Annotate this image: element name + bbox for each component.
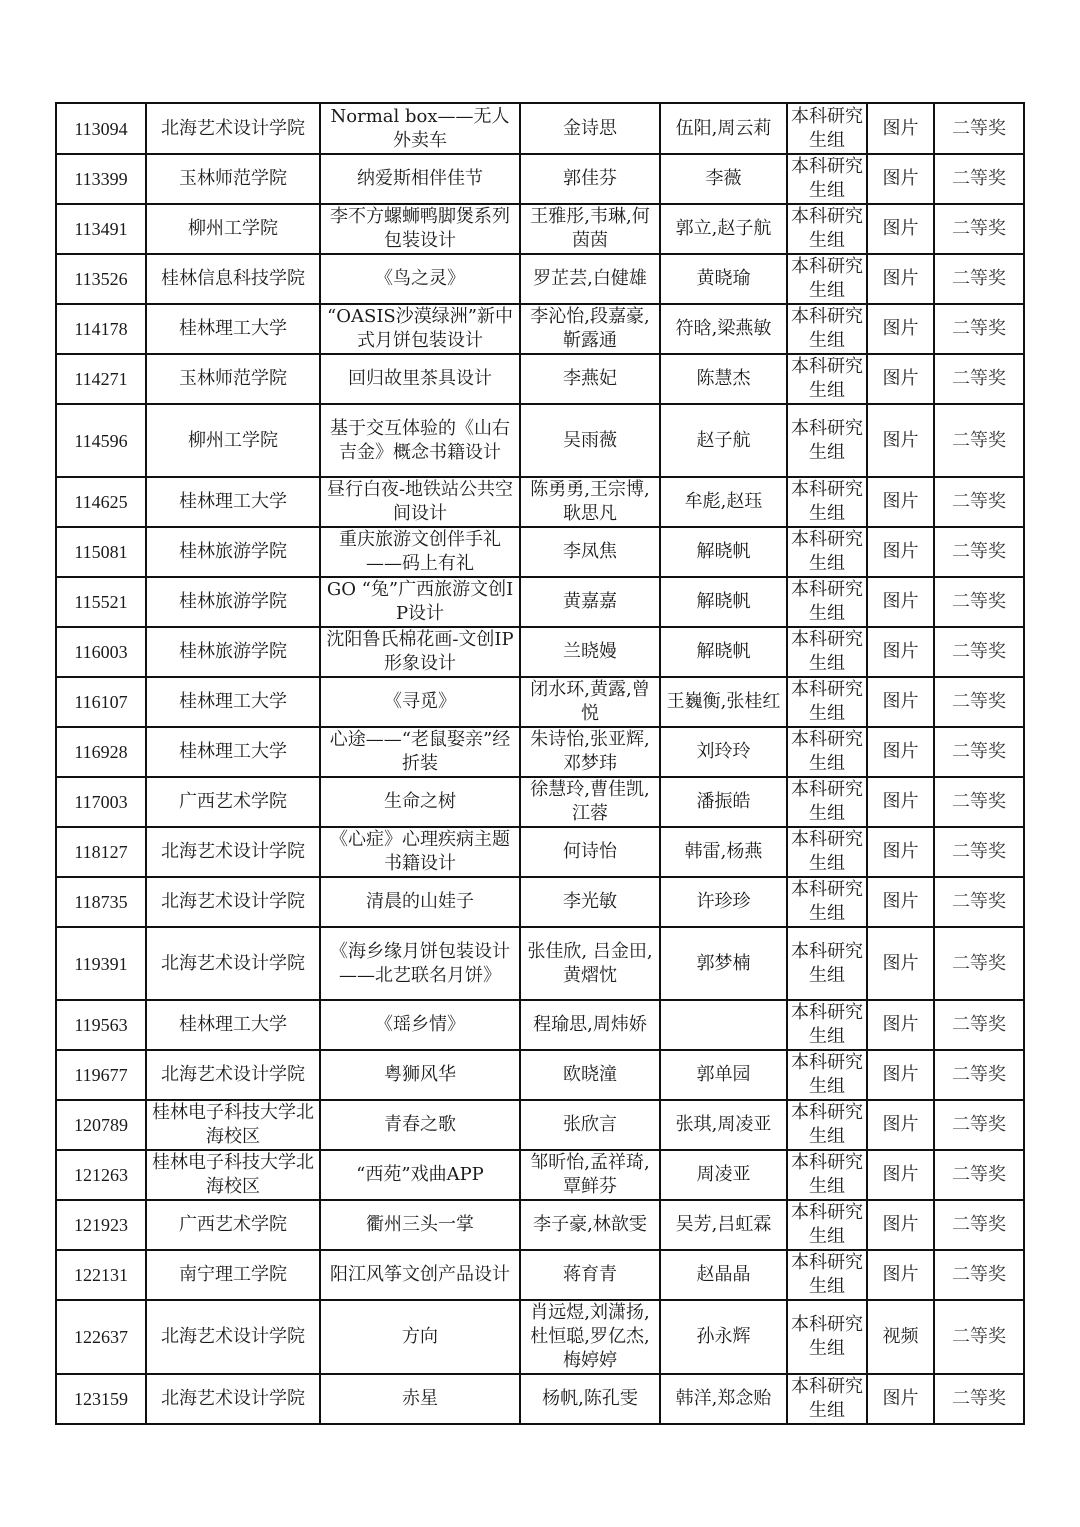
authors-cell: 黄嘉嘉 (520, 577, 660, 627)
award-level-cell: 二等奖 (934, 254, 1024, 304)
award-level-cell: 二等奖 (934, 827, 1024, 877)
table-row (56, 1300, 1024, 1374)
school-name-cell: 桂林理工大学 (146, 677, 320, 727)
entry-id-cell: 116003 (56, 627, 146, 677)
entry-id-cell: 122131 (56, 1250, 146, 1300)
award-level-cell: 二等奖 (934, 1300, 1024, 1374)
authors-cell: 欧晓潼 (520, 1050, 660, 1100)
group-category-cell: 本科研究生组 (787, 1050, 867, 1100)
authors-cell: 邹昕怡,孟祥琦,覃鲜芬 (520, 1150, 660, 1200)
group-category-cell: 本科研究生组 (787, 727, 867, 777)
authors-cell: 李燕妃 (520, 354, 660, 404)
entry-id-cell: 113526 (56, 254, 146, 304)
award-level-cell: 二等奖 (934, 404, 1024, 477)
work-type-cell: 视频 (867, 1300, 934, 1374)
entry-id-cell: 118735 (56, 877, 146, 927)
authors-cell: 肖远煜,刘潇扬,杜恒聪,罗亿杰,梅婷婷 (520, 1300, 660, 1374)
work-title-cell: 青春之歌 (320, 1100, 520, 1150)
award-level-cell: 二等奖 (934, 304, 1024, 354)
group-category-cell: 本科研究生组 (787, 204, 867, 254)
award-level-cell: 二等奖 (934, 577, 1024, 627)
advisors-cell: 刘玲玲 (660, 727, 787, 777)
entry-id-cell: 113491 (56, 204, 146, 254)
table-row (56, 577, 1024, 627)
table-row (56, 354, 1024, 404)
award-level-cell: 二等奖 (934, 727, 1024, 777)
entry-id-cell: 121923 (56, 1200, 146, 1250)
work-type-cell: 图片 (867, 827, 934, 877)
group-category-cell: 本科研究生组 (787, 627, 867, 677)
advisors-cell: 符晗,梁燕敏 (660, 304, 787, 354)
group-category-cell: 本科研究生组 (787, 1250, 867, 1300)
work-title-cell: 阳江风筝文创产品设计 (320, 1250, 520, 1300)
entry-id-cell: 121263 (56, 1150, 146, 1200)
school-name-cell: 桂林理工大学 (146, 727, 320, 777)
table-row (56, 727, 1024, 777)
authors-cell: 何诗怡 (520, 827, 660, 877)
entry-id-cell: 122637 (56, 1300, 146, 1374)
table-row (56, 777, 1024, 827)
school-name-cell: 北海艺术设计学院 (146, 827, 320, 877)
entry-id-cell: 119677 (56, 1050, 146, 1100)
group-category-cell: 本科研究生组 (787, 103, 867, 154)
work-type-cell: 图片 (867, 103, 934, 154)
entry-id-cell: 114596 (56, 404, 146, 477)
authors-cell: 张佳欣, 吕金田,黄熠忱 (520, 927, 660, 1000)
work-type-cell: 图片 (867, 627, 934, 677)
advisors-cell: 王巍衡,张桂红 (660, 677, 787, 727)
group-category-cell: 本科研究生组 (787, 527, 867, 577)
group-category-cell: 本科研究生组 (787, 1000, 867, 1050)
advisors-cell: 许珍珍 (660, 877, 787, 927)
award-level-cell: 二等奖 (934, 927, 1024, 1000)
advisors-cell: 吴芳,吕虹霖 (660, 1200, 787, 1250)
award-level-cell: 二等奖 (934, 777, 1024, 827)
group-category-cell: 本科研究生组 (787, 1100, 867, 1150)
work-type-cell: 图片 (867, 254, 934, 304)
authors-cell: 王雅彤,韦琳,何茵茵 (520, 204, 660, 254)
advisors-cell: 黄晓瑜 (660, 254, 787, 304)
table-row (56, 877, 1024, 927)
table-row (56, 827, 1024, 877)
authors-cell: 李光敏 (520, 877, 660, 927)
entry-id-cell: 115081 (56, 527, 146, 577)
award-level-cell: 二等奖 (934, 204, 1024, 254)
award-level-cell: 二等奖 (934, 477, 1024, 527)
authors-cell: 闭水环,黄露,曾悦 (520, 677, 660, 727)
work-title-cell: 粤狮风华 (320, 1050, 520, 1100)
work-title-cell: 昼行白夜-地铁站公共空间设计 (320, 477, 520, 527)
award-level-cell: 二等奖 (934, 1000, 1024, 1050)
work-title-cell: 衢州三头一掌 (320, 1200, 520, 1250)
table-row (56, 254, 1024, 304)
work-title-cell: Normal box——无人外卖车 (320, 103, 520, 154)
table-row (56, 1200, 1024, 1250)
work-type-cell: 图片 (867, 477, 934, 527)
work-title-cell: 赤星 (320, 1374, 520, 1424)
school-name-cell: 北海艺术设计学院 (146, 103, 320, 154)
table-row (56, 154, 1024, 204)
work-type-cell: 图片 (867, 1200, 934, 1250)
work-title-cell: 《海乡缘月饼包装设计——北艺联名月饼》 (320, 927, 520, 1000)
school-name-cell: 北海艺术设计学院 (146, 927, 320, 1000)
advisors-cell: 牟彪,赵珏 (660, 477, 787, 527)
school-name-cell: 南宁理工学院 (146, 1250, 320, 1300)
school-name-cell: 桂林信息科技学院 (146, 254, 320, 304)
award-level-cell: 二等奖 (934, 1150, 1024, 1200)
entry-id-cell: 119391 (56, 927, 146, 1000)
authors-cell: 徐慧玲,曹佳凯,江蓉 (520, 777, 660, 827)
school-name-cell: 桂林旅游学院 (146, 627, 320, 677)
work-type-cell: 图片 (867, 527, 934, 577)
advisors-cell: 郭单园 (660, 1050, 787, 1100)
school-name-cell: 桂林电子科技大学北海校区 (146, 1150, 320, 1200)
table-row (56, 1150, 1024, 1200)
school-name-cell: 北海艺术设计学院 (146, 1050, 320, 1100)
entry-id-cell: 113399 (56, 154, 146, 204)
group-category-cell: 本科研究生组 (787, 677, 867, 727)
work-title-cell: GO “兔”广西旅游文创IP设计 (320, 577, 520, 627)
group-category-cell: 本科研究生组 (787, 154, 867, 204)
entry-id-cell: 114271 (56, 354, 146, 404)
work-type-cell: 图片 (867, 1250, 934, 1300)
work-type-cell: 图片 (867, 404, 934, 477)
awards-table (55, 102, 1025, 1425)
work-title-cell: 《瑶乡情》 (320, 1000, 520, 1050)
award-level-cell: 二等奖 (934, 677, 1024, 727)
work-type-cell: 图片 (867, 1374, 934, 1424)
authors-cell: 杨帆,陈孔雯 (520, 1374, 660, 1424)
authors-cell: 吴雨薇 (520, 404, 660, 477)
award-level-cell: 二等奖 (934, 154, 1024, 204)
entry-id-cell: 119563 (56, 1000, 146, 1050)
entry-id-cell: 120789 (56, 1100, 146, 1150)
work-title-cell: 《寻觅》 (320, 677, 520, 727)
entry-id-cell: 114625 (56, 477, 146, 527)
award-level-cell: 二等奖 (934, 1200, 1024, 1250)
work-title-cell: 纳爱斯相伴佳节 (320, 154, 520, 204)
entry-id-cell: 116928 (56, 727, 146, 777)
authors-cell: 金诗思 (520, 103, 660, 154)
entry-id-cell: 117003 (56, 777, 146, 827)
work-type-cell: 图片 (867, 727, 934, 777)
school-name-cell: 北海艺术设计学院 (146, 1374, 320, 1424)
authors-cell: 郭佳芬 (520, 154, 660, 204)
school-name-cell: 桂林理工大学 (146, 304, 320, 354)
table-row (56, 304, 1024, 354)
table-row (56, 1050, 1024, 1100)
table-row (56, 1250, 1024, 1300)
work-title-cell: 《心症》心理疾病主题书籍设计 (320, 827, 520, 877)
table-row (56, 527, 1024, 577)
work-type-cell: 图片 (867, 1100, 934, 1150)
school-name-cell: 广西艺术学院 (146, 1200, 320, 1250)
entry-id-cell: 113094 (56, 103, 146, 154)
group-category-cell: 本科研究生组 (787, 477, 867, 527)
work-title-cell: 回归故里茶具设计 (320, 354, 520, 404)
advisors-cell: 解晓帆 (660, 627, 787, 677)
advisors-cell: 解晓帆 (660, 527, 787, 577)
school-name-cell: 桂林理工大学 (146, 1000, 320, 1050)
advisors-cell: 郭立,赵子航 (660, 204, 787, 254)
advisors-cell: 伍阳,周云莉 (660, 103, 787, 154)
award-level-cell: 二等奖 (934, 1050, 1024, 1100)
work-type-cell: 图片 (867, 877, 934, 927)
work-title-cell: 生命之树 (320, 777, 520, 827)
school-name-cell: 柳州工学院 (146, 204, 320, 254)
table-row (56, 103, 1024, 154)
school-name-cell: 玉林师范学院 (146, 154, 320, 204)
table-row (56, 677, 1024, 727)
school-name-cell: 桂林理工大学 (146, 477, 320, 527)
table-row (56, 404, 1024, 477)
work-title-cell: 方向 (320, 1300, 520, 1374)
table-row (56, 477, 1024, 527)
school-name-cell: 北海艺术设计学院 (146, 1300, 320, 1374)
advisors-cell: 解晓帆 (660, 577, 787, 627)
advisors-cell: 周凌亚 (660, 1150, 787, 1200)
group-category-cell: 本科研究生组 (787, 1150, 867, 1200)
table-row (56, 204, 1024, 254)
advisors-cell: 赵子航 (660, 404, 787, 477)
group-category-cell: 本科研究生组 (787, 1300, 867, 1374)
authors-cell: 李子豪,林歆雯 (520, 1200, 660, 1250)
work-type-cell: 图片 (867, 1150, 934, 1200)
school-name-cell: 柳州工学院 (146, 404, 320, 477)
group-category-cell: 本科研究生组 (787, 354, 867, 404)
school-name-cell: 桂林旅游学院 (146, 577, 320, 627)
work-type-cell: 图片 (867, 927, 934, 1000)
advisors-cell: 张琪,周凌亚 (660, 1100, 787, 1150)
work-type-cell: 图片 (867, 1000, 934, 1050)
work-type-cell: 图片 (867, 354, 934, 404)
advisors-cell: 李薇 (660, 154, 787, 204)
work-type-cell: 图片 (867, 677, 934, 727)
work-title-cell: 清晨的山娃子 (320, 877, 520, 927)
work-title-cell: “OASIS沙漠绿洲”新中式月饼包装设计 (320, 304, 520, 354)
school-name-cell: 北海艺术设计学院 (146, 877, 320, 927)
group-category-cell: 本科研究生组 (787, 304, 867, 354)
group-category-cell: 本科研究生组 (787, 927, 867, 1000)
authors-cell: 陈勇勇,王宗博,耿思凡 (520, 477, 660, 527)
authors-cell: 兰晓嫚 (520, 627, 660, 677)
work-title-cell: 基于交互体验的《山右吉金》概念书籍设计 (320, 404, 520, 477)
advisors-cell: 孙永辉 (660, 1300, 787, 1374)
work-type-cell: 图片 (867, 154, 934, 204)
advisors-cell: 赵晶晶 (660, 1250, 787, 1300)
award-level-cell: 二等奖 (934, 527, 1024, 577)
award-level-cell: 二等奖 (934, 1250, 1024, 1300)
authors-cell: 朱诗怡,张亚辉,邓梦玮 (520, 727, 660, 777)
group-category-cell: 本科研究生组 (787, 254, 867, 304)
work-title-cell: 心途——“老鼠娶亲”经折装 (320, 727, 520, 777)
advisors-cell: 陈慧杰 (660, 354, 787, 404)
group-category-cell: 本科研究生组 (787, 577, 867, 627)
school-name-cell: 玉林师范学院 (146, 354, 320, 404)
advisors-cell: 郭梦楠 (660, 927, 787, 1000)
work-type-cell: 图片 (867, 777, 934, 827)
work-type-cell: 图片 (867, 304, 934, 354)
work-type-cell: 图片 (867, 204, 934, 254)
school-name-cell: 桂林电子科技大学北海校区 (146, 1100, 320, 1150)
table-row (56, 927, 1024, 1000)
entry-id-cell: 123159 (56, 1374, 146, 1424)
award-level-cell: 二等奖 (934, 1100, 1024, 1150)
authors-cell: 程瑜思,周炜娇 (520, 1000, 660, 1050)
table-row (56, 1100, 1024, 1150)
advisors-cell (660, 1000, 787, 1050)
work-type-cell: 图片 (867, 577, 934, 627)
awards-table-body (56, 103, 1024, 1424)
table-row (56, 1000, 1024, 1050)
school-name-cell: 桂林旅游学院 (146, 527, 320, 577)
award-level-cell: 二等奖 (934, 354, 1024, 404)
table-row (56, 627, 1024, 677)
entry-id-cell: 118127 (56, 827, 146, 877)
table-row (56, 1374, 1024, 1424)
authors-cell: 李凤焦 (520, 527, 660, 577)
advisors-cell: 韩雷,杨燕 (660, 827, 787, 877)
authors-cell: 蒋育青 (520, 1250, 660, 1300)
authors-cell: 张欣言 (520, 1100, 660, 1150)
award-level-cell: 二等奖 (934, 1374, 1024, 1424)
advisors-cell: 韩洋,郑念贻 (660, 1374, 787, 1424)
work-title-cell: “西苑”戏曲APP (320, 1150, 520, 1200)
work-title-cell: 李不方螺蛳鸭脚煲系列包装设计 (320, 204, 520, 254)
group-category-cell: 本科研究生组 (787, 827, 867, 877)
work-title-cell: 沈阳鲁氏棉花画-文创IP形象设计 (320, 627, 520, 677)
work-title-cell: 重庆旅游文创伴手礼——码上有礼 (320, 527, 520, 577)
award-level-cell: 二等奖 (934, 877, 1024, 927)
entry-id-cell: 114178 (56, 304, 146, 354)
school-name-cell: 广西艺术学院 (146, 777, 320, 827)
work-type-cell: 图片 (867, 1050, 934, 1100)
award-level-cell: 二等奖 (934, 103, 1024, 154)
advisors-cell: 潘振皓 (660, 777, 787, 827)
group-category-cell: 本科研究生组 (787, 877, 867, 927)
work-title-cell: 《鸟之灵》 (320, 254, 520, 304)
authors-cell: 李沁怡,段嘉豪,靳露通 (520, 304, 660, 354)
group-category-cell: 本科研究生组 (787, 777, 867, 827)
award-level-cell: 二等奖 (934, 627, 1024, 677)
group-category-cell: 本科研究生组 (787, 1200, 867, 1250)
entry-id-cell: 116107 (56, 677, 146, 727)
group-category-cell: 本科研究生组 (787, 404, 867, 477)
entry-id-cell: 115521 (56, 577, 146, 627)
group-category-cell: 本科研究生组 (787, 1374, 867, 1424)
authors-cell: 罗芷芸,白健雄 (520, 254, 660, 304)
